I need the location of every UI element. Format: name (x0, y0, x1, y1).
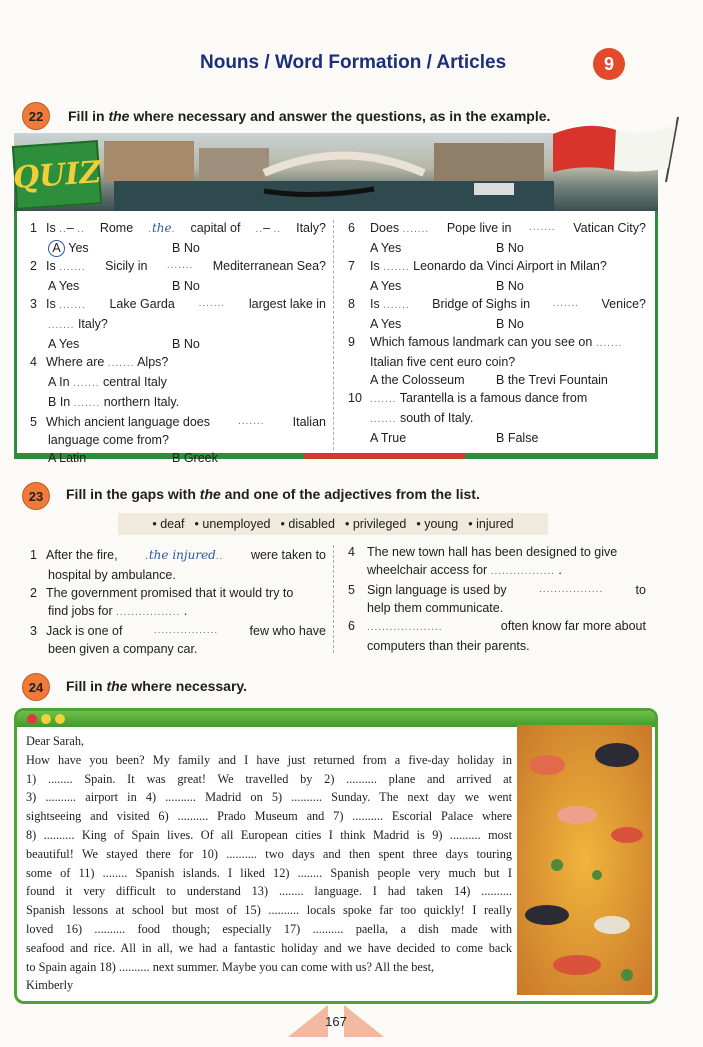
adjective-item: • deaf (152, 517, 185, 531)
exercise-number: 24 (22, 673, 50, 701)
adjective-item: • unemployed (194, 517, 271, 531)
question-3-cont: ....... Italy? (48, 317, 108, 331)
ex23-item-5: 5 Sign language is used by ................. to (348, 583, 646, 597)
ex23-item-6: 6 .................... often know far more about (348, 619, 646, 633)
answer-options: A True B False (370, 431, 539, 445)
letter-line: How have you been? My family and I have just returned from a five-day holiday in (26, 752, 512, 767)
ex23-right-column (348, 543, 646, 655)
letter-greeting: Dear Sarah, (26, 734, 85, 748)
letter-line: to Spain again 18) .......... next summer. Maybe you can come with us? All the best, (26, 959, 435, 974)
italian-flag-icon (548, 112, 684, 184)
answer-options: A the Colosseum B the Trevi Fountain (370, 373, 608, 387)
question-9-cont: Italian five cent euro coin? (370, 355, 516, 369)
question-3: 3 Is ....... Lake Garda ....... largest lake in (30, 297, 326, 311)
question-2: 2 Is ....... Sicily in ....... Mediterranean Sea? (30, 259, 326, 273)
adjective-list (118, 513, 548, 535)
question-4: 4 Where are ....... Alps? (30, 355, 169, 369)
question-6: 6 Does ....... Pope live in ....... Vatican City? (348, 221, 646, 235)
window-dot-red[interactable] (27, 714, 37, 724)
question-5: 5 Which ancient language does ....... Italian (30, 415, 326, 429)
ex23-item-1: 1 After the fire, .the injured.. were taken to (30, 548, 326, 562)
answer-options: A Yes B No (30, 239, 326, 257)
exercise-instruction: Fill in the where necessary and answer the questions, as in the example. (68, 108, 551, 124)
ex23-item-4-cont: wheelchair access for ................. . (367, 563, 562, 577)
letter-line: some of 11) ........ Spanish islands. I liked 12) ........ Spanish people very much but I (26, 865, 512, 880)
answer-options: A Yes B No (370, 279, 524, 293)
ex23-item-3-cont: been given a company car. (48, 642, 198, 656)
exercise-number: 23 (22, 482, 50, 510)
question-9: 9 Which famous landmark can you see on ....... (348, 335, 623, 349)
adjective-item: • injured (468, 517, 514, 531)
answer-options: A Yes B No (48, 279, 200, 293)
question-1: 1 Is ..– .. Rome .the. capital of ..– .. Italy? (30, 221, 326, 235)
answer-a-circled[interactable]: A (48, 240, 65, 257)
letter-line: seafood and rice. All in all, we had a fantastic holiday and we have decided to come back (26, 940, 512, 955)
exercise-number: 22 (22, 102, 50, 130)
ex23-item-2-cont: find jobs for ................. . (48, 604, 188, 618)
question-10: 10 ....... Tarantella is a famous dance from (348, 391, 588, 405)
quiz-right-column (348, 219, 646, 447)
letter-text (26, 732, 512, 995)
letter-line: 1) ........ Spain. It was great! We travelled by 2) .......... plane and arrived at (26, 771, 512, 786)
exercise-instruction: Fill in the gaps with the and one of the adjectives from the list. (66, 486, 480, 502)
ex23-item-6-cont: computers than their parents. (367, 639, 530, 653)
question-8: 8 Is ....... Bridge of Sighs in ....... Venice? (348, 297, 646, 311)
adjective-item: • young (416, 517, 459, 531)
question-5-cont: language come from? (48, 433, 169, 447)
ex23-item-2: 2 The government promised that it would try to (30, 586, 294, 600)
column-divider (333, 545, 334, 653)
answer-option-a: A In ....... central Italy (48, 375, 167, 389)
quiz-left-column (30, 219, 326, 467)
letter-line: beautiful! We stayed there for 10) .......... two days and then spent three days touring (26, 846, 512, 861)
page-number: 167 (325, 1014, 347, 1029)
adjective-item: • disabled (280, 517, 335, 531)
ex23-item-5-cont: help them communicate. (367, 601, 504, 615)
page-title: Nouns / Word Formation / Articles (200, 52, 507, 73)
paella-photo (517, 725, 652, 995)
unit-badge: 9 (593, 48, 625, 80)
answer-options: A Yes B No (48, 337, 200, 351)
ex23-item-4: 4 The new town hall has been designed to give (348, 545, 618, 559)
letter-line: found it very difficult to understand 13) ........ language. I had taken 14) .......... (26, 884, 512, 899)
ex23-item-1-cont: hospital by ambulance. (48, 568, 176, 582)
answer-options: A Latin B Greek (48, 451, 218, 465)
letter-line: Spanish lessons at school but most of 15) .......... locals spoke far too quickly! I really (26, 903, 512, 918)
letter-line: loved 16) .......... food though; especially 17) .......... paella, a dish made with (26, 921, 512, 936)
window-dot-yellow-2[interactable] (55, 714, 65, 724)
answer-options: A Yes B No (370, 241, 524, 255)
ex23-item-3: 3 Jack is one of ................. few who have (30, 624, 326, 638)
letter-line: 3) .......... airport in 4) .......... Madrid on 5) .......... Sunday. The next day we went (26, 790, 512, 805)
letter-line: sightseeing and visited 6) .......... Prado Museum and 7) .......... Escorial Palace where (26, 809, 512, 824)
ex23-left-column (30, 546, 326, 658)
column-divider (333, 220, 334, 450)
question-7: 7 Is ....... Leonardo da Vinci Airport in Milan? (348, 259, 607, 273)
question-10-cont: ....... south of Italy. (370, 411, 474, 425)
letter-signature: Kimberly (26, 978, 74, 993)
window-dot-yellow[interactable] (41, 714, 51, 724)
quiz-label: QUIZ (12, 140, 102, 210)
answer-options: A Yes B No (370, 317, 524, 331)
exercise-instruction: Fill in the where necessary. (66, 678, 248, 694)
answer-option-b: B In ....... northern Italy. (48, 395, 180, 409)
letter-line: 8) .......... King of Spain lives. Of all European cities I think Madrid is 9) .......... most (26, 827, 512, 842)
adjective-item: • privileged (344, 517, 407, 531)
